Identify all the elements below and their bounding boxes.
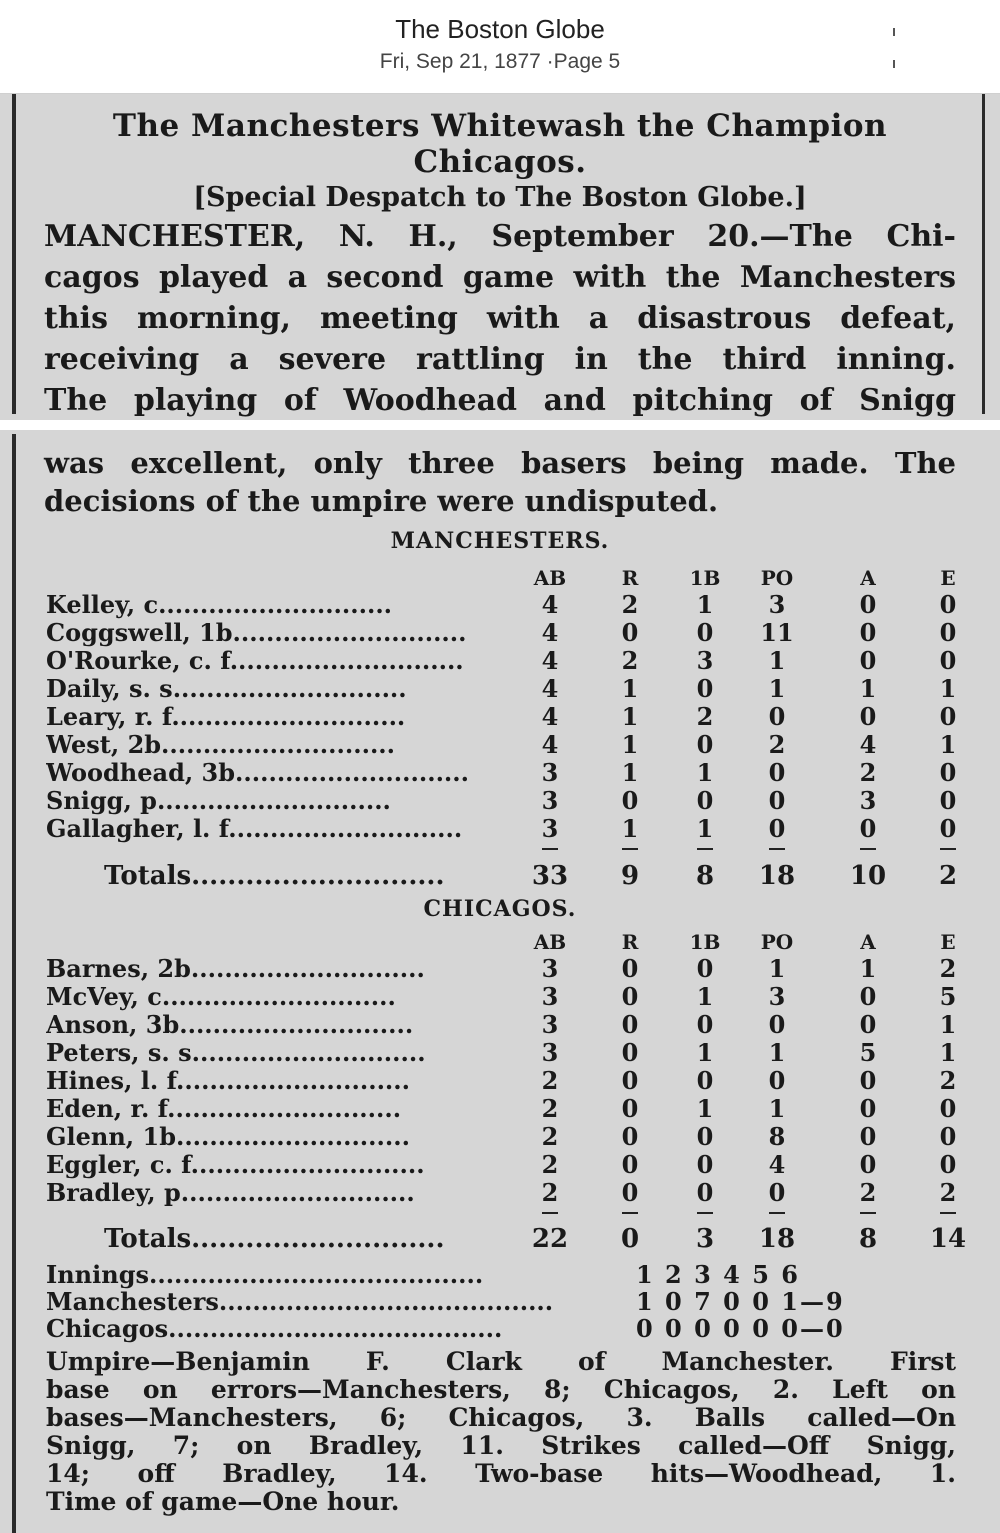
cell-ab: 2 xyxy=(541,1094,559,1123)
cell-a: 10 xyxy=(849,861,887,891)
text-line: Time of game—One hour. xyxy=(46,1487,400,1516)
cell-r: 0 xyxy=(621,618,639,647)
col-ab: AB xyxy=(533,930,567,954)
cell-po: 1 xyxy=(768,1094,786,1123)
text-line: receiving a severe rattling in the third inning. xyxy=(44,342,956,377)
table-row xyxy=(0,1094,1000,1122)
cell-po: 0 xyxy=(768,702,786,731)
cell-ab: 4 xyxy=(541,674,559,703)
table-row xyxy=(0,814,1000,842)
cell-a: 2 xyxy=(859,758,877,787)
cell-po: 1 xyxy=(768,1038,786,1067)
cell-b1: 0 xyxy=(696,786,714,815)
cell-r: 0 xyxy=(621,954,639,983)
cell-a: 0 xyxy=(859,702,877,731)
text-line: bases—Manchesters, 6; Chicagos, 3. Balls called—On xyxy=(46,1403,956,1432)
cell-po: 0 xyxy=(768,786,786,815)
innings-row-manchesters xyxy=(0,1287,1000,1315)
player-name: Glenn, 1b............................ xyxy=(46,1122,410,1151)
cell-po: 0 xyxy=(768,814,786,843)
tick-mark xyxy=(769,1212,785,1214)
tick-mark xyxy=(622,1212,638,1214)
innings-scores: 0 0 0 0 0 0—0 xyxy=(636,1314,845,1343)
cell-ab: 4 xyxy=(541,730,559,759)
col-po: PO xyxy=(760,566,794,590)
cell-e: 0 xyxy=(939,1094,957,1123)
totals-label: Totals............................ xyxy=(104,861,445,891)
newspaper-clipping xyxy=(0,94,1000,1533)
cell-po: 4 xyxy=(768,1150,786,1179)
cell-b1: 0 xyxy=(696,1178,714,1207)
cell-po: 0 xyxy=(768,1178,786,1207)
article-paragraph-1 xyxy=(44,216,956,421)
table-row xyxy=(0,1178,1000,1206)
table-row xyxy=(0,786,1000,814)
header-mark-bottom xyxy=(893,60,895,68)
cell-e: 0 xyxy=(939,786,957,815)
cell-r: 9 xyxy=(620,861,640,891)
cell-po: 0 xyxy=(768,1010,786,1039)
cell-ab: 2 xyxy=(541,1150,559,1179)
cell-e: 2 xyxy=(939,1178,957,1207)
table-row xyxy=(0,674,1000,702)
cell-r: 1 xyxy=(621,758,639,787)
cell-a: 0 xyxy=(859,1066,877,1095)
player-name: McVey, c............................ xyxy=(46,982,396,1011)
table-row xyxy=(0,702,1000,730)
cell-po: 3 xyxy=(768,982,786,1011)
cell-po: 18 xyxy=(758,861,796,891)
clipping-seam xyxy=(0,420,1000,430)
cell-po: 2 xyxy=(768,730,786,759)
cell-e: 0 xyxy=(939,590,957,619)
cell-po: 8 xyxy=(768,1122,786,1151)
col-e: E xyxy=(940,566,956,590)
cell-e: 5 xyxy=(939,982,957,1011)
cell-e: 0 xyxy=(939,646,957,675)
cell-r: 0 xyxy=(621,1150,639,1179)
cell-po: 18 xyxy=(758,1224,796,1254)
text-line: 14; off Bradley, 14. Two-base hits—Woodhead, 1. xyxy=(46,1459,956,1488)
cell-r: 0 xyxy=(621,982,639,1011)
text-line: Umpire—Benjamin F. Clark of Manchester. First xyxy=(46,1347,956,1376)
cell-a: 3 xyxy=(859,786,877,815)
table-row xyxy=(0,1066,1000,1094)
cell-r: 1 xyxy=(621,702,639,731)
cell-a: 0 xyxy=(859,814,877,843)
cell-ab: 2 xyxy=(541,1066,559,1095)
cell-ab: 4 xyxy=(541,618,559,647)
publication-date: Fri, Sep 21, 1877 ·Page 5 xyxy=(379,50,621,73)
tick-mark xyxy=(940,1212,956,1214)
player-name: Snigg, p............................ xyxy=(46,786,391,815)
col-po: PO xyxy=(760,930,794,954)
cell-1b: 8 xyxy=(695,861,715,891)
cell-a: 0 xyxy=(859,1150,877,1179)
cell-a: 2 xyxy=(859,1178,877,1207)
player-name: Anson, 3b............................ xyxy=(46,1010,414,1039)
cell-a: 1 xyxy=(859,954,877,983)
cell-ab: 3 xyxy=(541,1010,559,1039)
cell-e: 0 xyxy=(939,702,957,731)
tick-mark xyxy=(622,848,638,850)
totals-label: Totals............................ xyxy=(104,1224,445,1254)
cell-r: 1 xyxy=(621,674,639,703)
text-line: MANCHESTER, N. H., September 20.—The Chi- xyxy=(44,219,956,254)
cell-b1: 0 xyxy=(696,1150,714,1179)
text-line: this morning, meeting with a disastrous defeat, xyxy=(44,301,956,336)
cell-ab: 4 xyxy=(541,590,559,619)
cell-po: 1 xyxy=(768,646,786,675)
table-row xyxy=(0,954,1000,982)
cell-r: 0 xyxy=(621,1122,639,1151)
player-name: Daily, s. s............................ xyxy=(46,674,407,703)
innings-label: Innings........................................ xyxy=(46,1260,484,1289)
innings-team: Manchesters........................................ xyxy=(46,1287,554,1316)
col-1b: 1B xyxy=(689,566,721,590)
cell-po: 0 xyxy=(768,1066,786,1095)
cell-e: 0 xyxy=(939,618,957,647)
game-summary xyxy=(46,1348,956,1516)
col-a: A xyxy=(860,566,876,590)
tick-mark xyxy=(940,848,956,850)
cell-a: 0 xyxy=(859,1122,877,1151)
cell-ab: 3 xyxy=(541,954,559,983)
cell-b1: 1 xyxy=(696,758,714,787)
cell-ab: 33 xyxy=(531,861,569,891)
player-name: Barnes, 2b............................ xyxy=(46,954,425,983)
cell-ab: 3 xyxy=(541,786,559,815)
player-name: Eden, r. f............................ xyxy=(46,1094,402,1123)
player-name: Woodhead, 3b............................ xyxy=(46,758,469,787)
cell-r: 0 xyxy=(621,1010,639,1039)
cell-b1: 1 xyxy=(696,1094,714,1123)
cell-r: 0 xyxy=(621,786,639,815)
tick-mark xyxy=(697,848,713,850)
publication-title: The Boston Globe xyxy=(395,14,605,44)
cell-r: 0 xyxy=(620,1224,640,1254)
tick-mark xyxy=(542,848,558,850)
cell-b1: 0 xyxy=(696,1066,714,1095)
column-rule-right xyxy=(982,94,985,414)
cell-b1: 0 xyxy=(696,674,714,703)
cell-ab: 4 xyxy=(541,646,559,675)
cell-b1: 0 xyxy=(696,1010,714,1039)
cell-b1: 0 xyxy=(696,618,714,647)
cell-ab: 3 xyxy=(541,814,559,843)
tick-mark xyxy=(860,1212,876,1214)
cell-b1: 0 xyxy=(696,730,714,759)
cell-b1: 1 xyxy=(696,1038,714,1067)
column-rule-left xyxy=(12,94,16,414)
cell-a: 1 xyxy=(859,674,877,703)
cell-e: 1 xyxy=(939,674,957,703)
cell-a: 0 xyxy=(859,618,877,647)
col-r: R xyxy=(621,566,639,590)
text-line: Snigg, 7; on Bradley, 11. Strikes called—Off Snigg, xyxy=(46,1431,956,1460)
table-row xyxy=(0,590,1000,618)
text-line: was excellent, only three basers being made. The xyxy=(44,446,956,480)
tick-mark xyxy=(860,848,876,850)
headline: The Manchesters Whitewash the Champion xyxy=(112,108,888,144)
cell-e: 2 xyxy=(939,954,957,983)
table-row xyxy=(0,618,1000,646)
cell-e: 0 xyxy=(939,814,957,843)
cell-ab: 3 xyxy=(541,982,559,1011)
cell-a: 0 xyxy=(859,982,877,1011)
player-name: Peters, s. s............................ xyxy=(46,1038,426,1067)
text-line: The playing of Woodhead and pitching of Snigg xyxy=(44,383,956,418)
text-line: decisions of the umpire were undisputed. xyxy=(44,484,719,518)
dateline-subhead: [Special Despatch to The Boston Globe.] xyxy=(193,182,807,213)
article-paragraph-2 xyxy=(44,444,956,520)
cell-a: 5 xyxy=(859,1038,877,1067)
tick-mark xyxy=(542,1212,558,1214)
player-name: Gallagher, l. f............................ xyxy=(46,814,463,843)
cell-r: 2 xyxy=(621,646,639,675)
cell-ab: 22 xyxy=(531,1224,569,1254)
player-name: Bradley, p............................ xyxy=(46,1178,415,1207)
cell-a: 0 xyxy=(859,646,877,675)
innings-scores: 1 0 7 0 0 1—9 xyxy=(636,1287,845,1316)
cell-b1: 2 xyxy=(696,702,714,731)
cell-e: 0 xyxy=(939,758,957,787)
cell-r: 2 xyxy=(621,590,639,619)
cell-b1: 1 xyxy=(696,814,714,843)
cell-ab: 2 xyxy=(541,1178,559,1207)
cell-e: 0 xyxy=(939,1150,957,1179)
tick-mark xyxy=(769,848,785,850)
col-1b: 1B xyxy=(689,930,721,954)
player-name: West, 2b............................ xyxy=(46,730,396,759)
team-heading-manchesters: MANCHESTERS. xyxy=(390,528,610,554)
cell-a: 0 xyxy=(859,1010,877,1039)
cell-e: 1 xyxy=(939,1038,957,1067)
cell-a: 8 xyxy=(858,1224,878,1254)
table-row xyxy=(0,1122,1000,1150)
innings-team: Chicagos........................................ xyxy=(46,1314,503,1343)
table-row xyxy=(0,982,1000,1010)
header-mark-top xyxy=(893,28,895,36)
innings-header xyxy=(0,1260,1000,1288)
cell-r: 0 xyxy=(621,1094,639,1123)
cell-ab: 4 xyxy=(541,702,559,731)
cell-a: 4 xyxy=(859,730,877,759)
player-name: Leary, r. f............................ xyxy=(46,702,406,731)
cell-b1: 1 xyxy=(696,982,714,1011)
cell-b1: 0 xyxy=(696,1122,714,1151)
cell-po: 11 xyxy=(760,618,794,647)
cell-b1: 1 xyxy=(696,590,714,619)
cell-r: 1 xyxy=(621,730,639,759)
cell-b1: 3 xyxy=(696,646,714,675)
player-name: O'Rourke, c. f............................ xyxy=(46,646,464,675)
cell-e: 0 xyxy=(939,1122,957,1151)
cell-a: 0 xyxy=(859,1094,877,1123)
innings-row-chicagos xyxy=(0,1314,1000,1342)
table-row xyxy=(0,730,1000,758)
totals-row-chicagos xyxy=(0,1224,1000,1252)
player-name: Kelley, c............................ xyxy=(46,590,393,619)
player-name: Coggswell, 1b............................ xyxy=(46,618,467,647)
cell-po: 3 xyxy=(768,590,786,619)
player-name: Eggler, c. f............................ xyxy=(46,1150,425,1179)
table-row xyxy=(0,1038,1000,1066)
cell-e: 2 xyxy=(938,861,958,891)
cell-r: 0 xyxy=(621,1178,639,1207)
cell-a: 0 xyxy=(859,590,877,619)
col-e: E xyxy=(940,930,956,954)
table-row xyxy=(0,1010,1000,1038)
cell-po: 1 xyxy=(768,674,786,703)
cell-r: 1 xyxy=(621,814,639,843)
cell-r: 0 xyxy=(621,1038,639,1067)
text-line: base on errors—Manchesters, 8; Chicagos, 2. Left on xyxy=(46,1375,956,1404)
viewer-header xyxy=(0,0,1000,94)
table-row xyxy=(0,646,1000,674)
cell-ab: 2 xyxy=(541,1122,559,1151)
cell-r: 0 xyxy=(621,1066,639,1095)
table-row xyxy=(0,758,1000,786)
col-a: A xyxy=(860,930,876,954)
cell-po: 0 xyxy=(768,758,786,787)
cell-po: 1 xyxy=(768,954,786,983)
cell-e: 2 xyxy=(939,1066,957,1095)
tick-mark xyxy=(697,1212,713,1214)
innings-numbers: 1 2 3 4 5 6 xyxy=(636,1260,800,1289)
headline-continued: Chicagos. xyxy=(413,144,587,180)
team-heading-chicagos: CHICAGOS. xyxy=(423,896,577,922)
col-ab: AB xyxy=(533,566,567,590)
cell-e: 14 xyxy=(929,1224,967,1254)
player-name: Hines, l. f............................ xyxy=(46,1066,410,1095)
cell-e: 1 xyxy=(939,1010,957,1039)
cell-ab: 3 xyxy=(541,1038,559,1067)
table-row xyxy=(0,1150,1000,1178)
cell-ab: 3 xyxy=(541,758,559,787)
cell-1b: 3 xyxy=(695,1224,715,1254)
text-line: cagos played a second game with the Manchesters xyxy=(44,260,956,295)
cell-b1: 0 xyxy=(696,954,714,983)
cell-e: 1 xyxy=(939,730,957,759)
col-r: R xyxy=(621,930,639,954)
totals-row-manchesters xyxy=(0,861,1000,889)
